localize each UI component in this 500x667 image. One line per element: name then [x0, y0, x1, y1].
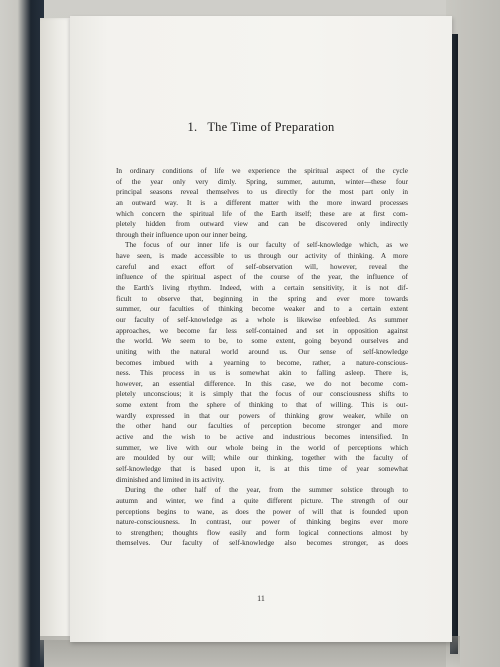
text-line: principal seasons reveal themselves to us directly for the most part only in: [116, 187, 408, 197]
text-line: have seen, is made accessible to us through our activity of thinking. A more: [116, 251, 408, 261]
text-line: autumn and winter, we find a quite different picture. The strength of our: [116, 495, 408, 505]
book-page: [70, 16, 452, 642]
text-line: perceptions begins to wane, as does the power of will that is founded upon: [116, 506, 408, 516]
text-line: uniting with the natural world around us. Our sense of self-knowledge: [116, 346, 408, 356]
chapter-title: The Time of Preparation: [207, 120, 335, 134]
text-line: approaches, we become far less self-contained and set in opposition against: [116, 325, 408, 335]
text-line: careful and exact effort of self-observation will, however, reveal the: [116, 261, 408, 271]
text-line: diminished and limited in its activity.: [116, 474, 225, 484]
text-line: The focus of our inner life is our faculty of self-knowledge which, as we: [125, 240, 408, 250]
text-line: the other hand our faculties of perception become stronger and more: [116, 421, 408, 431]
text-line: In ordinary conditions of life we experience the spiritual aspect of the cycle: [116, 166, 408, 175]
text-line: to strengthen; thoughts flow easily and form logical connections almost by: [116, 527, 408, 537]
text-line: an outward way. It is a different matter with the more inward processes: [116, 197, 408, 207]
text-line: wardly expressed in that our powers of thinking grow weaker, while on: [116, 410, 408, 420]
book-cover-left-edge: [0, 0, 44, 667]
page-number: 11: [257, 594, 265, 603]
body-text: [116, 166, 408, 549]
text-line: summer, we live with our whole being in the world of perceptions which: [116, 442, 408, 452]
page-stack-edges: [40, 18, 70, 640]
text-line: the Earth's living rhythm. Indeed, with a certain sensitivity, it is not dif-: [116, 283, 408, 293]
text-line: our faculty of self-knowledge as a whole is likewise enfeebled. As summer: [116, 314, 408, 324]
text-line: which concern the spiritual life of the Earth itself; these are at first com-: [116, 208, 408, 218]
text-line: active and the wish to be active and industrious becomes intensified. In: [116, 432, 408, 442]
text-line: During the other half of the year, from the summer solstice through to: [125, 485, 408, 495]
text-line: themselves. Our faculty of self-knowledge also becomes stronger, as does: [116, 538, 408, 548]
text-line: through their influence upon our inner being.: [116, 229, 248, 239]
text-line: some extent from the sphere of thinking to that of willing. This is out-: [116, 400, 408, 410]
text-line: ness. This process in us is somewhat akin to falling asleep. There is,: [116, 368, 408, 378]
text-line: pletely unconscious; it is simply that the focus of our consciousness shifts to: [116, 389, 408, 399]
text-line: pletely hidden from outward view and can be discovered only indirectly: [116, 219, 408, 229]
text-line: nature-consciousness. In contrast, our power of thinking begins ever more: [116, 517, 408, 527]
text-line: however, an essential difference. In this case, we do not become com-: [116, 378, 408, 388]
text-line: are moulded by our will; while our thinking, together with the faculty of: [116, 453, 408, 463]
text-line: self-knowledge that is based upon it, is at this time of year somewhat: [116, 463, 408, 473]
text-line: ficult to observe that, beginning in the spring and ever more towards: [116, 293, 408, 303]
chapter-heading: [70, 120, 452, 135]
text-line: of the year only very dimly. Spring, summer, autumn, winter—these four: [116, 176, 408, 186]
text-line: influence of the spiritual aspect of the course of the year, the influence of: [116, 272, 408, 282]
text-line: summer, our faculties of thinking become weaker and to a certain extent: [116, 304, 408, 314]
text-line: becomes imbued with a yearning to become, rather, a nature-conscious-: [116, 357, 408, 367]
chapter-number: 1.: [187, 120, 198, 134]
text-line: the world. We seem to be, to some extent, going beyond ourselves and: [116, 336, 408, 346]
